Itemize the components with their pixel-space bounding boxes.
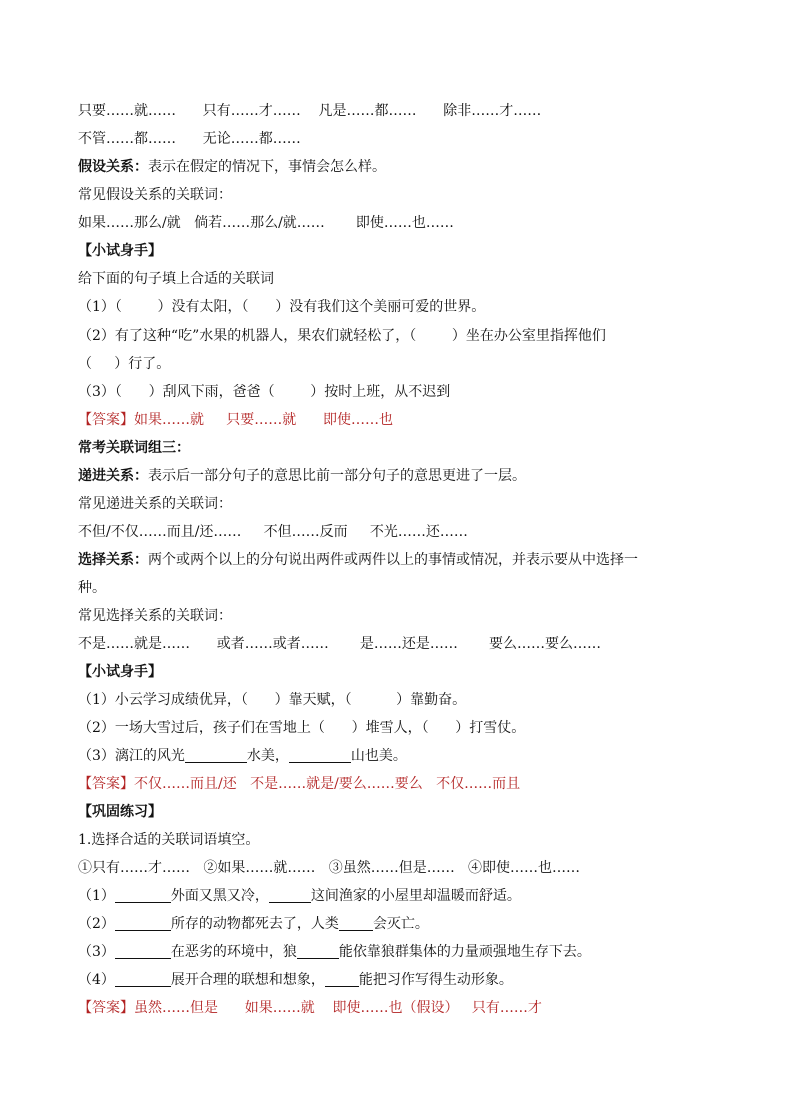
- hypothesis-label: 假设关系：: [78, 159, 148, 175]
- answer-1: [78, 410, 393, 430]
- q-part: 这间渔家的小屋里却温暖而舒适。: [310, 888, 521, 904]
- practice-q2: （2）有了这种“吃”水果的机器人，果农们就轻松了，（ ）坐在办公室里指挥他们: [78, 328, 606, 344]
- exercise-options: ①只有……才…… ②如果……就…… ③虽然……但是…… ④即使……也……: [78, 860, 581, 876]
- practice2-q3: [78, 746, 407, 766]
- practice-q1: （1）（ ）没有太阳，（ ）没有我们这个美丽可爱的世界。: [78, 299, 486, 315]
- hypothesis-words: 如果……那么/就 倘若……那么/就…… 即使……也……: [78, 215, 454, 231]
- consolidation-heading: 【巩固练习】: [78, 804, 162, 820]
- conjunction-line-1: 只要……就…… 只有……才…… 凡是……都…… 除非……才……: [78, 103, 542, 119]
- progressive-label: 递进关系：: [78, 468, 148, 484]
- practice2-q1: （1）小云学习成绩优异，（ ）靠天赋，（ ）靠勤奋。: [78, 692, 467, 708]
- q3-part-1: （3）漓江的风光: [78, 748, 185, 764]
- q-part: 能依靠狼群集体的力量顽强地生存下去。: [338, 944, 591, 960]
- progressive-heading: 常见递进关系的关联词：: [78, 496, 232, 512]
- practice-heading-2: 【小试身手】: [78, 664, 162, 680]
- exercise-q1: [78, 886, 521, 906]
- exercise-q2: [78, 914, 429, 934]
- practice-instruction: 给下面的句子填上合适的关联词: [78, 271, 274, 287]
- answer-text: 不仅……而且/还 不是……就是/要么……要么 不仅……而且: [134, 776, 521, 792]
- hypothesis-definition: [78, 157, 386, 177]
- q3-part-2: 水美，: [246, 748, 289, 764]
- choice-label: 选择关系：: [78, 552, 148, 568]
- progressive-words: 不但/不仅……而且/还…… 不但……反而 不光……还……: [78, 524, 468, 540]
- blank[interactable]: [289, 748, 351, 763]
- blank[interactable]: [269, 888, 311, 903]
- blank[interactable]: [185, 748, 247, 763]
- choice-words: 不是……就是…… 或者……或者…… 是……还是…… 要么……要么……: [78, 636, 602, 652]
- q-num: （2）: [78, 916, 115, 932]
- practice-q3: （3）（ ）刮风下雨，爸爸（ ）按时上班，从不迟到: [78, 384, 451, 400]
- blank[interactable]: [297, 944, 339, 959]
- q-part: 所存的动物都死去了，人类: [170, 916, 339, 932]
- answer-label: 【答案】: [78, 1000, 134, 1016]
- choice-definition: [78, 550, 638, 570]
- answer-2: [78, 774, 520, 794]
- practice-q2-cont: （ ）行了。: [78, 356, 171, 372]
- hypothesis-text: 表示在假定的情况下，事情会怎么样。: [148, 159, 386, 175]
- q-part: 能把习作写得生动形象。: [358, 972, 513, 988]
- group-three-heading: 常考关联词组三：: [78, 440, 190, 456]
- blank[interactable]: [339, 916, 373, 931]
- q-part: 展开合理的联想和想象，: [170, 972, 325, 988]
- choice-heading: 常见选择关系的关联词：: [78, 608, 232, 624]
- q3-part-3: 山也美。: [350, 748, 407, 764]
- answer-label: 【答案】: [78, 776, 134, 792]
- progressive-text: 表示后一部分句子的意思比前一部分句子的意思更进了一层。: [148, 468, 526, 484]
- blank[interactable]: [115, 888, 171, 903]
- blank[interactable]: [325, 972, 359, 987]
- answer-text: 虽然……但是 如果……就 即使……也（假设） 只有……才: [134, 1000, 542, 1016]
- choice-definition-cont: 种。: [78, 580, 106, 596]
- conjunction-line-2: 不管……都…… 无论……都……: [78, 131, 301, 147]
- blank[interactable]: [115, 972, 171, 987]
- choice-text: 两个或两个以上的分句说出两件或两件以上的事情或情况，并表示要从中选择一: [148, 552, 638, 568]
- progressive-definition: [78, 466, 526, 486]
- hypothesis-heading: 常见假设关系的关联词：: [78, 187, 232, 203]
- q-num: （4）: [78, 972, 115, 988]
- exercise-q4: [78, 970, 513, 990]
- q-part: 会灭亡。: [372, 916, 429, 932]
- q-num: （3）: [78, 944, 115, 960]
- q-part: 在恶劣的环境中，狼: [170, 944, 297, 960]
- practice-heading-1: 【小试身手】: [78, 243, 162, 259]
- answer-3: [78, 998, 542, 1018]
- blank[interactable]: [115, 916, 171, 931]
- blank[interactable]: [115, 944, 171, 959]
- exercise-q3: [78, 942, 591, 962]
- q-num: （1）: [78, 888, 115, 904]
- answer-text: 如果……就 只要……就 即使……也: [134, 412, 393, 428]
- exercise-instruction: 1.选择合适的关联词语填空。: [78, 832, 260, 848]
- answer-label: 【答案】: [78, 412, 134, 428]
- practice2-q2: （2）一场大雪过后，孩子们在雪地上（ ）堆雪人，（ ）打雪仗。: [78, 720, 526, 736]
- q-part: 外面又黑又冷，: [170, 888, 269, 904]
